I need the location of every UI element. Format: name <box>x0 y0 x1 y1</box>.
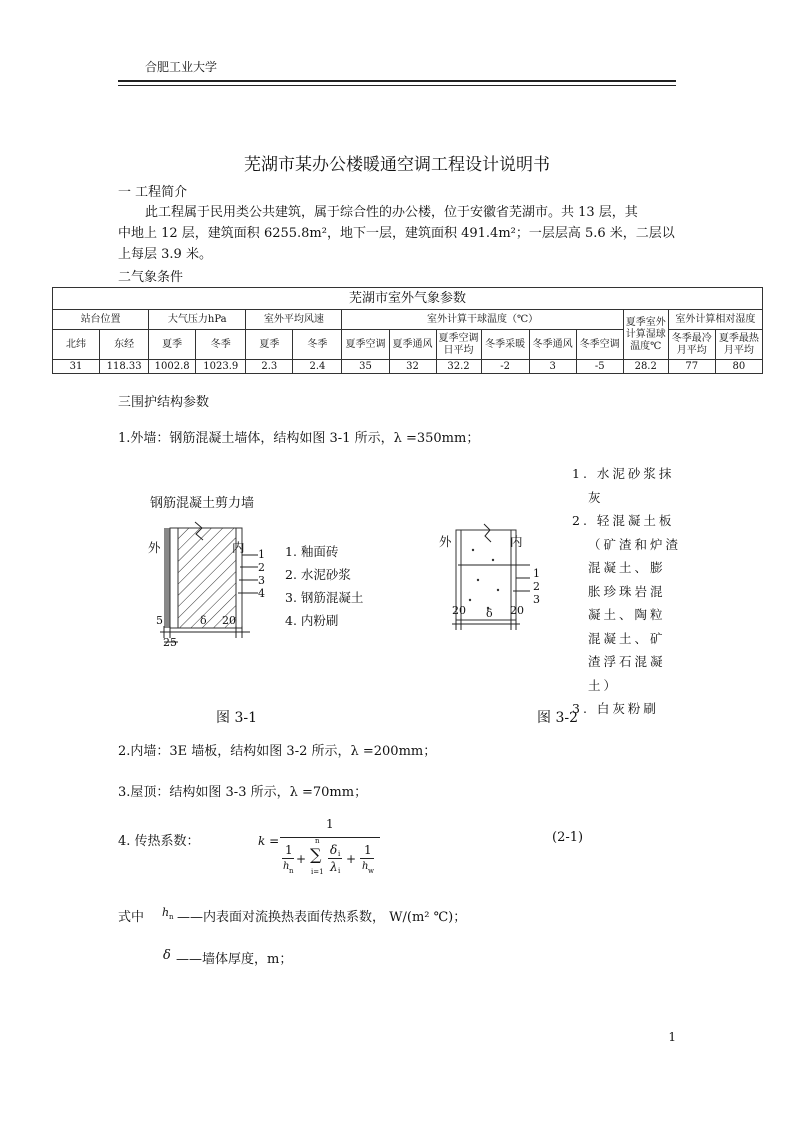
val-lon: 118.33 <box>100 360 149 374</box>
formula-hn: h <box>283 861 290 872</box>
fig2-caption: 图 3-2 <box>537 710 578 726</box>
def2-text: ——墙体厚度，m； <box>176 952 293 967</box>
fig1-num-2: 2 <box>258 561 265 574</box>
section1-para-line3: 上每层 3.9 米。 <box>118 247 212 262</box>
fig2-num-1: 1 <box>533 567 540 580</box>
group-wind: 室外平均风速 <box>246 310 342 330</box>
formula-hw-sub: w <box>368 867 374 875</box>
fig1-inner-label: 内 <box>232 540 245 555</box>
item4-heat-transfer: 4. 传热系数： <box>118 834 200 849</box>
fig2-dim-20a: 20 <box>452 604 466 617</box>
item3-roof: 3.屋顶：结构如图 3-3 所示，λ =70mm； <box>118 785 368 800</box>
header-university: 合肥工业大学 <box>145 60 218 74</box>
group-pressure: 大气压力hPa <box>149 310 246 330</box>
formula-delta: δ <box>330 843 338 857</box>
col-summer-vent: 夏季通风 <box>389 330 436 360</box>
fig1-tile-layer <box>164 528 170 628</box>
col-lon: 东经 <box>100 330 149 360</box>
fig2-legend-line: 土） <box>588 677 620 693</box>
fig2-legend-line: 3. 白灰粉刷 <box>572 701 659 716</box>
fig1-num-3: 3 <box>258 574 265 587</box>
fig2-outer-label: 外 <box>439 534 452 549</box>
formula-one-a: 1 <box>285 843 293 857</box>
definitions-prefix: 式中 <box>118 910 145 925</box>
fig2-legend-line: 凝土、陶粒 <box>588 607 666 622</box>
col-winter-coldest: 冬季最冷月平均 <box>668 330 715 360</box>
val-summer-ac: 35 <box>342 360 389 374</box>
col-pressure-summer: 夏季 <box>149 330 196 360</box>
item1-outer-wall: 1.外墙：钢筋混凝土墙体，结构如图 3-1 所示，λ =350mm； <box>118 431 480 446</box>
val-coldest: 77 <box>668 360 715 374</box>
item2-inner-wall: 2.内墙：3E 墙板，结构如图 3-2 所示，λ =200mm； <box>118 744 437 759</box>
val-hottest: 80 <box>715 360 762 374</box>
section2-heading: 二气象条件 <box>118 270 184 285</box>
fig2-legend-line: 混凝土、膨 <box>588 560 666 575</box>
fig1-outer-label: 外 <box>148 540 161 555</box>
fig1-dim-delta: δ <box>200 614 207 627</box>
def1-text: ——内表面对流换热表面传热系数， W/(m² ℃)； <box>177 910 467 925</box>
fig2-legend-line: 渣浮石混凝 <box>588 654 666 669</box>
formula-numerator: 1 <box>326 817 334 831</box>
formula-sum-bot: i=1 <box>311 868 324 876</box>
header-rule-thick <box>118 80 676 82</box>
fig2-num-2: 2 <box>533 580 540 593</box>
val-wind-summer: 2.3 <box>246 360 293 374</box>
formula-one-b: 1 <box>364 843 372 857</box>
group-station: 站台位置 <box>53 310 149 330</box>
fig1-title: 钢筋混凝土剪力墙 <box>150 496 255 511</box>
fig2-dim-20b: 20 <box>510 604 524 617</box>
fig1-num-4: 4 <box>258 587 265 600</box>
section1-para-line2: 中地上 12 层，建筑面积 6255.8m²，地下一层，建筑面积 491.4m²；一层层高 5.6 米，二层以 <box>118 226 675 241</box>
group-dry-bulb: 室外计算干球温度（℃） <box>342 310 623 330</box>
val-summer-vent: 32 <box>389 360 436 374</box>
fig1-layer-1: 1. 釉面砖 <box>285 544 339 559</box>
val-lat: 31 <box>53 360 100 374</box>
fig1-mortar-layer <box>170 528 178 628</box>
fig1-dim-20: 20 <box>222 614 236 627</box>
group-humidity: 室外计算相对湿度 <box>668 310 762 330</box>
fig1-layer-4: 4. 内粉刷 <box>285 613 339 628</box>
fig2-legend-line: 胀珍珠岩混 <box>588 583 666 599</box>
formula-bar-a <box>282 858 294 859</box>
val-pressure-summer: 1002.8 <box>149 360 196 374</box>
col-lat: 北纬 <box>53 330 100 360</box>
fig1-caption: 图 3-1 <box>216 710 257 726</box>
col-winter-heat: 冬季采暖 <box>481 330 529 360</box>
formula-plus-b: + <box>346 852 357 866</box>
fig1-dim-25: 25 <box>163 636 177 649</box>
formula-hw: h <box>362 861 369 872</box>
fig2-legend-line: （矿渣和炉渣 <box>588 536 682 552</box>
page-number: 1 <box>668 1030 676 1044</box>
formula-lambda-sub: i <box>338 867 341 875</box>
fig1-concrete-layer <box>178 528 236 628</box>
col-winter-ac: 冬季空调 <box>576 330 623 360</box>
header-rule-thin <box>118 85 676 86</box>
val-summer-ac-daily: 32.2 <box>436 360 481 374</box>
fig2-legend-line: 混凝土、矿 <box>588 630 666 646</box>
fig1-layer-2: 2. 水泥砂浆 <box>285 567 351 582</box>
fig1-layer-3: 3. 钢筋混凝土 <box>285 590 364 605</box>
val-wet-bulb: 28.2 <box>623 360 668 374</box>
formula-delta-sub: i <box>338 850 341 858</box>
formula-plus-a: + <box>296 852 307 866</box>
formula-sum: ∑ <box>310 845 322 864</box>
val-winter-heat: -2 <box>481 360 529 374</box>
fig2-legend-line: 2. 轻混凝土板 <box>572 513 675 528</box>
section3-heading: 三围护结构参数 <box>118 395 210 410</box>
col-summer-ac: 夏季空调 <box>342 330 389 360</box>
section1-para-line1: 此工程属于民用类公共建筑，属于综合性的办公楼，位于安徽省芜湖市。共 13 层，其 <box>145 205 638 220</box>
val-wind-winter: 2.4 <box>293 360 342 374</box>
col-summer-ac-daily: 夏季空调日平均 <box>436 330 481 360</box>
fig2-drawing <box>448 520 538 635</box>
col-wind-winter: 冬季 <box>293 330 342 360</box>
col-summer-hottest: 夏季最热月平均 <box>715 330 762 360</box>
formula-main-fraction-bar <box>280 837 380 838</box>
fig1-dim-5: 5 <box>156 614 163 627</box>
equation-number: (2-1) <box>552 830 584 845</box>
formula-k: k = <box>258 834 280 848</box>
formula-bar-b <box>328 858 342 859</box>
section1-heading: 一 工程简介 <box>118 185 188 200</box>
val-pressure-winter: 1023.9 <box>196 360 246 374</box>
val-winter-vent: 3 <box>529 360 576 374</box>
col-pressure-winter: 冬季 <box>196 330 246 360</box>
def1-symbol: h <box>162 906 170 919</box>
col-wind-summer: 夏季 <box>246 330 293 360</box>
weather-table-caption: 芜湖市室外气象参数 <box>53 288 763 310</box>
document-title: 芜湖市某办公楼暖通空调工程设计说明书 <box>244 155 550 175</box>
fig2-inner-label: 内 <box>510 534 523 549</box>
def2-symbol: δ <box>163 948 171 963</box>
fig2-legend-line: 灰 <box>588 489 604 505</box>
fig2-legend-line: 1. 水泥砂浆抹 <box>572 466 675 481</box>
formula-sum-top: n <box>315 837 320 845</box>
def1-subscript: n <box>169 913 174 921</box>
col-winter-vent: 冬季通风 <box>529 330 576 360</box>
fig2-legend <box>572 462 681 721</box>
fig1-num-1: 1 <box>258 548 265 561</box>
fig2-dim-delta: δ <box>486 607 493 620</box>
val-winter-ac: -5 <box>576 360 623 374</box>
formula-hn-sub: n <box>289 867 294 875</box>
formula-lambda: λ <box>330 860 338 874</box>
formula-bar-c <box>360 858 374 859</box>
group-wet-bulb: 夏季室外计算湿球温度℃ <box>623 310 668 360</box>
weather-table <box>52 287 763 374</box>
fig2-num-3: 3 <box>533 593 540 606</box>
heat-transfer-formula <box>258 815 408 885</box>
